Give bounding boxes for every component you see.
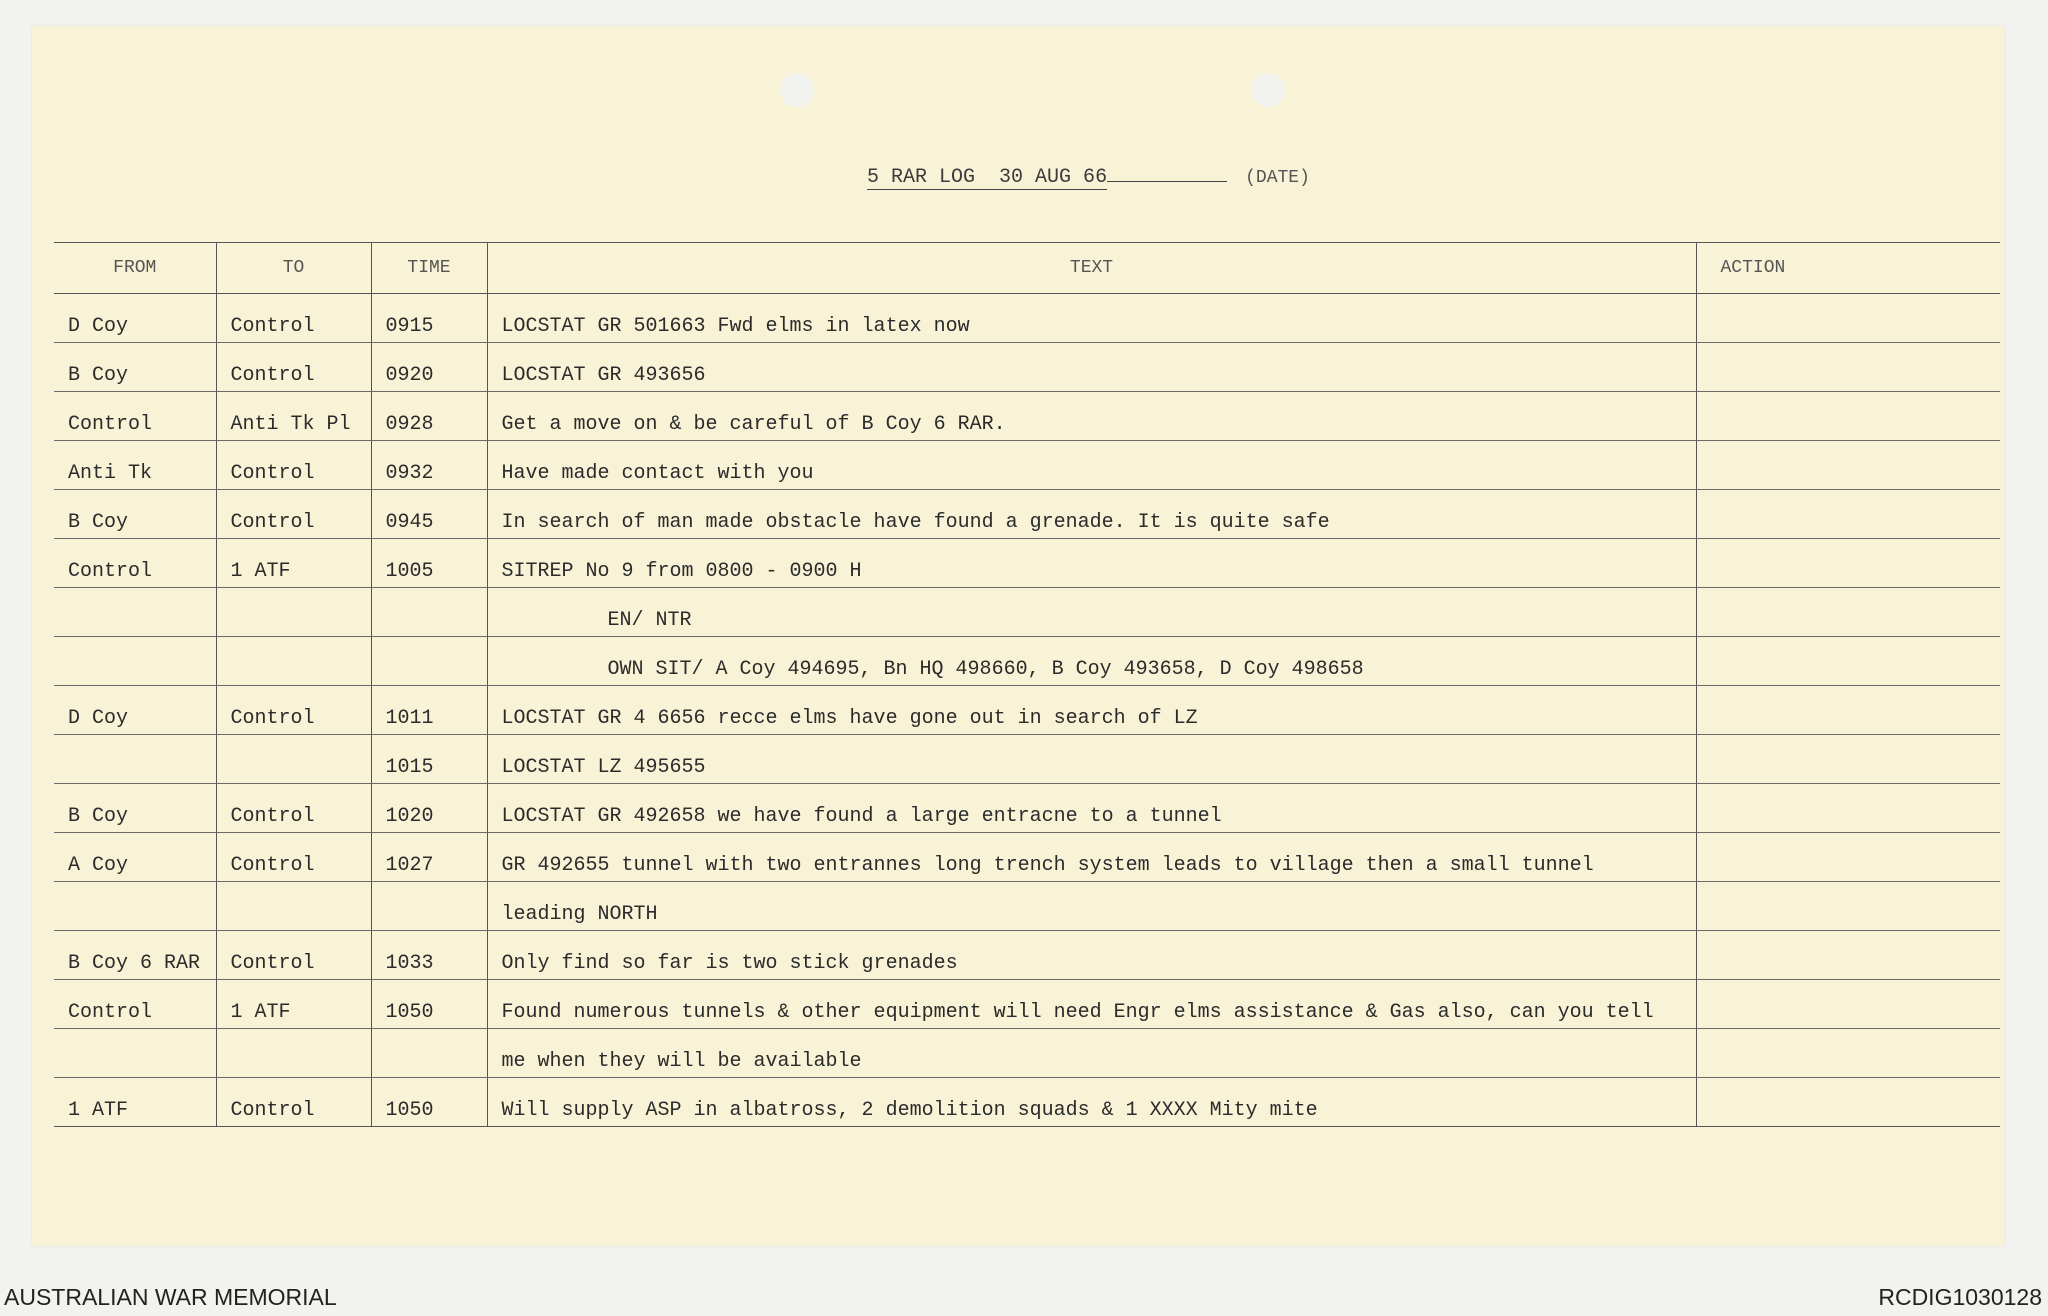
table-row: [54, 392, 2000, 441]
table-row: [54, 784, 2000, 833]
cell-from: B Coy: [54, 784, 216, 833]
column-header-from: FROM: [54, 243, 216, 294]
table-row: [54, 588, 2000, 637]
cell-action: [1696, 882, 2000, 931]
cell-to: Control: [216, 294, 371, 343]
punch-hole: [1251, 73, 1285, 107]
cell-time: 0915: [371, 294, 487, 343]
cell-from: B Coy: [54, 490, 216, 539]
cell-text: leading NORTH: [487, 882, 1696, 931]
cell-text: Will supply ASP in albatross, 2 demolition squads & 1 XXXX Mity mite: [487, 1078, 1696, 1127]
cell-to: Control: [216, 686, 371, 735]
cell-from: B Coy: [54, 343, 216, 392]
cell-text: GR 492655 tunnel with two entrannes long trench system leads to village then a small tunnel: [487, 833, 1696, 882]
log-heading: [867, 166, 1310, 190]
cell-text: Get a move on & be careful of B Coy 6 RAR.: [487, 392, 1696, 441]
cell-text: LOCSTAT GR 493656: [487, 343, 1696, 392]
table-row: [54, 294, 2000, 343]
cell-text: OWN SIT/ A Coy 494695, Bn HQ 498660, B Coy 493658, D Coy 498658: [487, 637, 1696, 686]
cell-from: Control: [54, 980, 216, 1029]
log-table: [54, 242, 2000, 1127]
column-header-time: TIME: [371, 243, 487, 294]
cell-action: [1696, 980, 2000, 1029]
cell-time: 1050: [371, 1078, 487, 1127]
cell-to: Control: [216, 931, 371, 980]
log-body: [54, 294, 2000, 1127]
cell-action: [1696, 833, 2000, 882]
table-row: [54, 980, 2000, 1029]
cell-action: [1696, 931, 2000, 980]
cell-from: [54, 588, 216, 637]
cell-text: Have made contact with you: [487, 441, 1696, 490]
footer-id: RCDIG1030128: [1878, 1284, 2042, 1310]
cell-action: [1696, 735, 2000, 784]
column-header-text: TEXT: [487, 243, 1696, 294]
cell-text: LOCSTAT GR 492658 we have found a large entracne to a tunnel: [487, 784, 1696, 833]
cell-time: 0945: [371, 490, 487, 539]
cell-action: [1696, 490, 2000, 539]
cell-to: Control: [216, 343, 371, 392]
cell-to: [216, 1029, 371, 1078]
table-row: [54, 882, 2000, 931]
table-header-row: [54, 243, 2000, 294]
cell-to: [216, 637, 371, 686]
cell-action: [1696, 784, 2000, 833]
cell-to: [216, 882, 371, 931]
table-row: [54, 686, 2000, 735]
cell-time: 1027: [371, 833, 487, 882]
cell-text: In search of man made obstacle have found a grenade. It is quite safe: [487, 490, 1696, 539]
cell-from: B Coy 6 RAR: [54, 931, 216, 980]
cell-time: 0932: [371, 441, 487, 490]
cell-action: [1696, 294, 2000, 343]
cell-to: Control: [216, 833, 371, 882]
cell-action: [1696, 1078, 2000, 1127]
table-row: [54, 539, 2000, 588]
cell-from: A Coy: [54, 833, 216, 882]
cell-from: D Coy: [54, 686, 216, 735]
cell-text: LOCSTAT LZ 495655: [487, 735, 1696, 784]
log-name: 5 RAR LOG: [867, 166, 976, 189]
cell-time: 1033: [371, 931, 487, 980]
cell-time: 1050: [371, 980, 487, 1029]
cell-to: Control: [216, 490, 371, 539]
cell-action: [1696, 392, 2000, 441]
cell-time: [371, 637, 487, 686]
table-row: [54, 441, 2000, 490]
table-row: [54, 735, 2000, 784]
cell-action: [1696, 1029, 2000, 1078]
cell-text: LOCSTAT GR 501663 Fwd elms in latex now: [487, 294, 1696, 343]
cell-time: 1005: [371, 539, 487, 588]
table-row: [54, 637, 2000, 686]
cell-from: [54, 637, 216, 686]
cell-time: 1011: [371, 686, 487, 735]
cell-action: [1696, 588, 2000, 637]
cell-from: [54, 735, 216, 784]
cell-time: [371, 588, 487, 637]
cell-from: Control: [54, 539, 216, 588]
cell-to: Anti Tk Pl: [216, 392, 371, 441]
cell-time: 0928: [371, 392, 487, 441]
table-row: [54, 1029, 2000, 1078]
table-row: [54, 343, 2000, 392]
cell-time: [371, 1029, 487, 1078]
table-row: [54, 833, 2000, 882]
cell-text: Found numerous tunnels & other equipment will need Engr elms assistance & Gas also, can you tell: [487, 980, 1696, 1029]
cell-to: Control: [216, 441, 371, 490]
cell-from: Control: [54, 392, 216, 441]
cell-text: me when they will be available: [487, 1029, 1696, 1078]
cell-action: [1696, 686, 2000, 735]
punch-hole: [780, 73, 814, 107]
cell-text: SITREP No 9 from 0800 - 0900 H: [487, 539, 1696, 588]
column-header-action: ACTION: [1696, 243, 2000, 294]
cell-time: 1020: [371, 784, 487, 833]
cell-from: [54, 882, 216, 931]
footer-source: AUSTRALIAN WAR MEMORIAL: [4, 1284, 337, 1310]
table-row: [54, 931, 2000, 980]
cell-to: Control: [216, 784, 371, 833]
column-header-to: TO: [216, 243, 371, 294]
cell-action: [1696, 637, 2000, 686]
cell-from: [54, 1029, 216, 1078]
cell-text: Only find so far is two stick grenades: [487, 931, 1696, 980]
log-date: 30 AUG 66: [999, 166, 1108, 189]
cell-text: LOCSTAT GR 4 6656 recce elms have gone out in search of LZ: [487, 686, 1696, 735]
cell-to: 1 ATF: [216, 539, 371, 588]
cell-action: [1696, 441, 2000, 490]
cell-from: Anti Tk: [54, 441, 216, 490]
cell-time: 1015: [371, 735, 487, 784]
cell-time: [371, 882, 487, 931]
cell-to: 1 ATF: [216, 980, 371, 1029]
log-sheet: [32, 26, 2004, 1246]
cell-to: [216, 735, 371, 784]
table-row: [54, 1078, 2000, 1127]
table-row: [54, 490, 2000, 539]
cell-to: Control: [216, 1078, 371, 1127]
cell-text: EN/ NTR: [487, 588, 1696, 637]
cell-to: [216, 588, 371, 637]
date-label: (DATE): [1245, 168, 1310, 188]
cell-action: [1696, 539, 2000, 588]
cell-from: 1 ATF: [54, 1078, 216, 1127]
cell-time: 0920: [371, 343, 487, 392]
cell-from: D Coy: [54, 294, 216, 343]
cell-action: [1696, 343, 2000, 392]
